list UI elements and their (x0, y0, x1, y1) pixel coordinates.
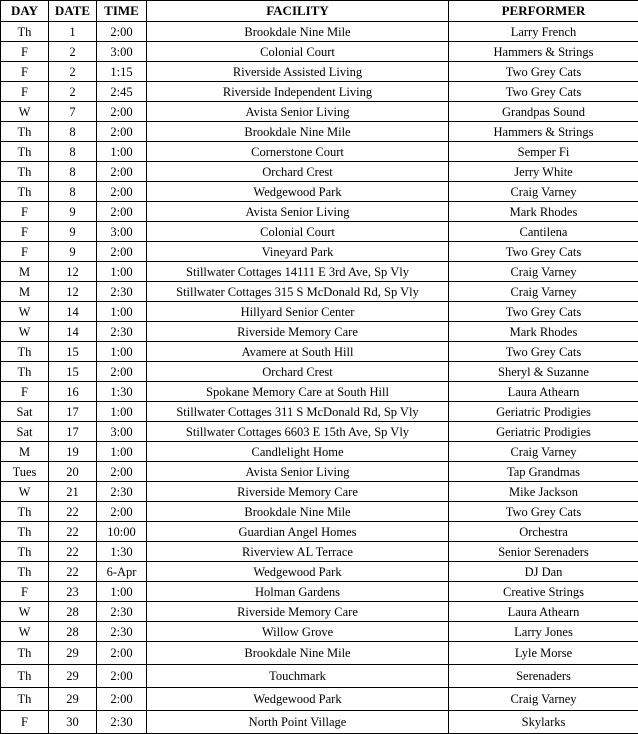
date-cell: 2 (49, 82, 97, 102)
table-row (1, 162, 638, 182)
day-cell: Sat (1, 422, 49, 442)
date-cell: 22 (49, 502, 97, 522)
facility-cell: Guardian Angel Homes (147, 522, 449, 542)
date-cell: 22 (49, 542, 97, 562)
performer-cell: Laura Athearn (449, 602, 638, 622)
day-cell: Th (1, 162, 49, 182)
facility-cell: Willow Grove (147, 622, 449, 642)
facility-cell: Riverside Memory Care (147, 322, 449, 342)
time-cell: 2:00 (97, 642, 147, 665)
date-cell: 1 (49, 22, 97, 42)
table-row (1, 102, 638, 122)
table-row (1, 282, 638, 302)
day-cell: F (1, 242, 49, 262)
time-cell: 2:00 (97, 242, 147, 262)
facility-cell: Touchmark (147, 665, 449, 688)
date-cell: 17 (49, 422, 97, 442)
time-cell: 1:30 (97, 382, 147, 402)
facility-cell: Wedgewood Park (147, 688, 449, 711)
day-cell: F (1, 202, 49, 222)
date-cell: 28 (49, 622, 97, 642)
performer-cell: Hammers & Strings (449, 42, 638, 62)
facility-cell: Avista Senior Living (147, 462, 449, 482)
time-cell: 1:00 (97, 342, 147, 362)
table-row (1, 342, 638, 362)
performer-cell: Hammers & Strings (449, 122, 638, 142)
date-cell: 30 (49, 711, 97, 734)
performer-cell: Mark Rhodes (449, 322, 638, 342)
time-cell: 2:45 (97, 82, 147, 102)
time-cell: 2:00 (97, 688, 147, 711)
performer-cell: Jerry White (449, 162, 638, 182)
performer-cell: Craig Varney (449, 442, 638, 462)
performer-cell: Two Grey Cats (449, 342, 638, 362)
date-cell: 14 (49, 322, 97, 342)
time-cell: 1:15 (97, 62, 147, 82)
facility-cell: Riverside Memory Care (147, 482, 449, 502)
performer-cell: Two Grey Cats (449, 242, 638, 262)
date-cell: 22 (49, 562, 97, 582)
time-cell: 2:30 (97, 282, 147, 302)
performer-cell: Semper Fi (449, 142, 638, 162)
time-cell: 2:30 (97, 711, 147, 734)
time-cell: 2:00 (97, 202, 147, 222)
facility-cell: Avamere at South Hill (147, 342, 449, 362)
day-cell: W (1, 302, 49, 322)
day-cell: Th (1, 542, 49, 562)
date-cell: 15 (49, 362, 97, 382)
day-cell: F (1, 711, 49, 734)
performer-cell: Grandpas Sound (449, 102, 638, 122)
time-cell: 1:00 (97, 302, 147, 322)
table-row (1, 222, 638, 242)
facility-cell: Brookdale Nine Mile (147, 122, 449, 142)
table-row (1, 82, 638, 102)
facility-cell: Riverview AL Terrace (147, 542, 449, 562)
facility-cell: Wedgewood Park (147, 182, 449, 202)
day-cell: W (1, 102, 49, 122)
table-row (1, 582, 638, 602)
performer-cell: Craig Varney (449, 182, 638, 202)
facility-cell: Orchard Crest (147, 162, 449, 182)
table-body (1, 22, 638, 734)
facility-cell: Stillwater Cottages 6603 E 15th Ave, Sp Vly (147, 422, 449, 442)
date-cell: 8 (49, 162, 97, 182)
table-row (1, 182, 638, 202)
day-cell: Th (1, 688, 49, 711)
table-row (1, 642, 638, 665)
table-row (1, 422, 638, 442)
date-cell: 8 (49, 182, 97, 202)
table-row (1, 382, 638, 402)
table-row (1, 402, 638, 422)
performer-cell: Larry French (449, 22, 638, 42)
table-row (1, 122, 638, 142)
table-row (1, 462, 638, 482)
facility-cell: Riverside Assisted Living (147, 62, 449, 82)
date-cell: 9 (49, 202, 97, 222)
table-row (1, 482, 638, 502)
day-cell: Th (1, 122, 49, 142)
time-cell: 2:30 (97, 622, 147, 642)
date-cell: 19 (49, 442, 97, 462)
day-cell: W (1, 622, 49, 642)
facility-cell: Colonial Court (147, 222, 449, 242)
date-cell: 22 (49, 522, 97, 542)
table-row (1, 522, 638, 542)
day-cell: Th (1, 342, 49, 362)
table-row (1, 502, 638, 522)
table-row (1, 302, 638, 322)
facility-cell: Brookdale Nine Mile (147, 22, 449, 42)
performer-cell: Two Grey Cats (449, 502, 638, 522)
day-cell: F (1, 82, 49, 102)
date-cell: 9 (49, 222, 97, 242)
date-cell: 29 (49, 665, 97, 688)
date-cell: 9 (49, 242, 97, 262)
facility-cell: Avista Senior Living (147, 202, 449, 222)
time-cell: 2:00 (97, 182, 147, 202)
table-row (1, 602, 638, 622)
date-cell: 29 (49, 688, 97, 711)
date-cell: 15 (49, 342, 97, 362)
day-cell: Th (1, 642, 49, 665)
facility-cell: Wedgewood Park (147, 562, 449, 582)
day-cell: M (1, 282, 49, 302)
date-cell: 8 (49, 122, 97, 142)
performer-cell: Orchestra (449, 522, 638, 542)
performer-cell: Senior Serenaders (449, 542, 638, 562)
table-row (1, 688, 638, 711)
time-cell: 10:00 (97, 522, 147, 542)
header-date: DATE (49, 1, 97, 22)
performer-cell: Creative Strings (449, 582, 638, 602)
day-cell: F (1, 222, 49, 242)
performer-cell: Tap Grandmas (449, 462, 638, 482)
table-row (1, 442, 638, 462)
facility-cell: Brookdale Nine Mile (147, 642, 449, 665)
day-cell: Th (1, 362, 49, 382)
table-row (1, 262, 638, 282)
time-cell: 2:30 (97, 602, 147, 622)
table-row (1, 142, 638, 162)
day-cell: Tues (1, 462, 49, 482)
time-cell: 1:00 (97, 142, 147, 162)
facility-cell: Spokane Memory Care at South Hill (147, 382, 449, 402)
performer-cell: Two Grey Cats (449, 302, 638, 322)
time-cell: 3:00 (97, 222, 147, 242)
performer-cell: Larry Jones (449, 622, 638, 642)
date-cell: 21 (49, 482, 97, 502)
date-cell: 8 (49, 142, 97, 162)
day-cell: F (1, 42, 49, 62)
facility-cell: Cornerstone Court (147, 142, 449, 162)
header-time: TIME (97, 1, 147, 22)
date-cell: 12 (49, 282, 97, 302)
facility-cell: Candlelight Home (147, 442, 449, 462)
table-row (1, 322, 638, 342)
day-cell: Th (1, 665, 49, 688)
date-cell: 23 (49, 582, 97, 602)
table-row (1, 362, 638, 382)
date-cell: 20 (49, 462, 97, 482)
time-cell: 2:00 (97, 362, 147, 382)
facility-cell: Holman Gardens (147, 582, 449, 602)
date-cell: 29 (49, 642, 97, 665)
date-cell: 17 (49, 402, 97, 422)
time-cell: 1:00 (97, 262, 147, 282)
performer-cell: DJ Dan (449, 562, 638, 582)
date-cell: 28 (49, 602, 97, 622)
table-row (1, 542, 638, 562)
day-cell: Th (1, 22, 49, 42)
facility-cell: Riverside Memory Care (147, 602, 449, 622)
day-cell: Th (1, 522, 49, 542)
performer-cell: Serenaders (449, 665, 638, 688)
time-cell: 1:00 (97, 402, 147, 422)
facility-cell: Colonial Court (147, 42, 449, 62)
time-cell: 2:00 (97, 502, 147, 522)
facility-cell: Brookdale Nine Mile (147, 502, 449, 522)
performer-cell: Craig Varney (449, 282, 638, 302)
day-cell: F (1, 382, 49, 402)
table-row (1, 562, 638, 582)
time-cell: 2:00 (97, 102, 147, 122)
header-performer: PERFORMER (449, 1, 638, 22)
performer-cell: Geriatric Prodigies (449, 402, 638, 422)
date-cell: 16 (49, 382, 97, 402)
day-cell: W (1, 322, 49, 342)
day-cell: Th (1, 502, 49, 522)
performer-cell: Two Grey Cats (449, 62, 638, 82)
performer-cell: Sheryl & Suzanne (449, 362, 638, 382)
time-cell: 3:00 (97, 42, 147, 62)
table-row (1, 22, 638, 42)
facility-cell: Stillwater Cottages 311 S McDonald Rd, Sp Vly (147, 402, 449, 422)
table-row (1, 42, 638, 62)
date-cell: 2 (49, 42, 97, 62)
day-cell: M (1, 442, 49, 462)
table-row (1, 622, 638, 642)
performer-cell: Craig Varney (449, 688, 638, 711)
table-row (1, 62, 638, 82)
time-cell: 2:00 (97, 122, 147, 142)
facility-cell: Orchard Crest (147, 362, 449, 382)
day-cell: Sat (1, 402, 49, 422)
performer-cell: Cantilena (449, 222, 638, 242)
performer-cell: Lyle Morse (449, 642, 638, 665)
time-cell: 3:00 (97, 422, 147, 442)
day-cell: Th (1, 182, 49, 202)
header-facility: FACILITY (147, 1, 449, 22)
time-cell: 2:30 (97, 322, 147, 342)
performer-cell: Skylarks (449, 711, 638, 734)
table-row (1, 242, 638, 262)
performer-cell: Laura Athearn (449, 382, 638, 402)
day-cell: Th (1, 562, 49, 582)
facility-cell: North Point Village (147, 711, 449, 734)
date-cell: 12 (49, 262, 97, 282)
time-cell: 2:00 (97, 162, 147, 182)
table-row (1, 202, 638, 222)
day-cell: F (1, 62, 49, 82)
facility-cell: Vineyard Park (147, 242, 449, 262)
performer-cell: Mike Jackson (449, 482, 638, 502)
facility-cell: Stillwater Cottages 14111 E 3rd Ave, Sp Vly (147, 262, 449, 282)
time-cell: 2:00 (97, 22, 147, 42)
header-day: DAY (1, 1, 49, 22)
facility-cell: Hillyard Senior Center (147, 302, 449, 322)
time-cell: 1:00 (97, 442, 147, 462)
table-row (1, 711, 638, 734)
facility-cell: Stillwater Cottages 315 S McDonald Rd, Sp Vly (147, 282, 449, 302)
time-cell: 1:00 (97, 582, 147, 602)
table-row (1, 665, 638, 688)
day-cell: W (1, 482, 49, 502)
day-cell: F (1, 582, 49, 602)
day-cell: M (1, 262, 49, 282)
time-cell: 6-Apr (97, 562, 147, 582)
day-cell: W (1, 602, 49, 622)
date-cell: 14 (49, 302, 97, 322)
day-cell: Th (1, 142, 49, 162)
date-cell: 7 (49, 102, 97, 122)
performer-cell: Craig Varney (449, 262, 638, 282)
facility-cell: Avista Senior Living (147, 102, 449, 122)
performer-cell: Two Grey Cats (449, 82, 638, 102)
header-row (1, 1, 638, 22)
date-cell: 2 (49, 62, 97, 82)
time-cell: 1:30 (97, 542, 147, 562)
performer-cell: Mark Rhodes (449, 202, 638, 222)
time-cell: 2:00 (97, 665, 147, 688)
time-cell: 2:00 (97, 462, 147, 482)
performer-cell: Geriatric Prodigies (449, 422, 638, 442)
time-cell: 2:30 (97, 482, 147, 502)
facility-cell: Riverside Independent Living (147, 82, 449, 102)
